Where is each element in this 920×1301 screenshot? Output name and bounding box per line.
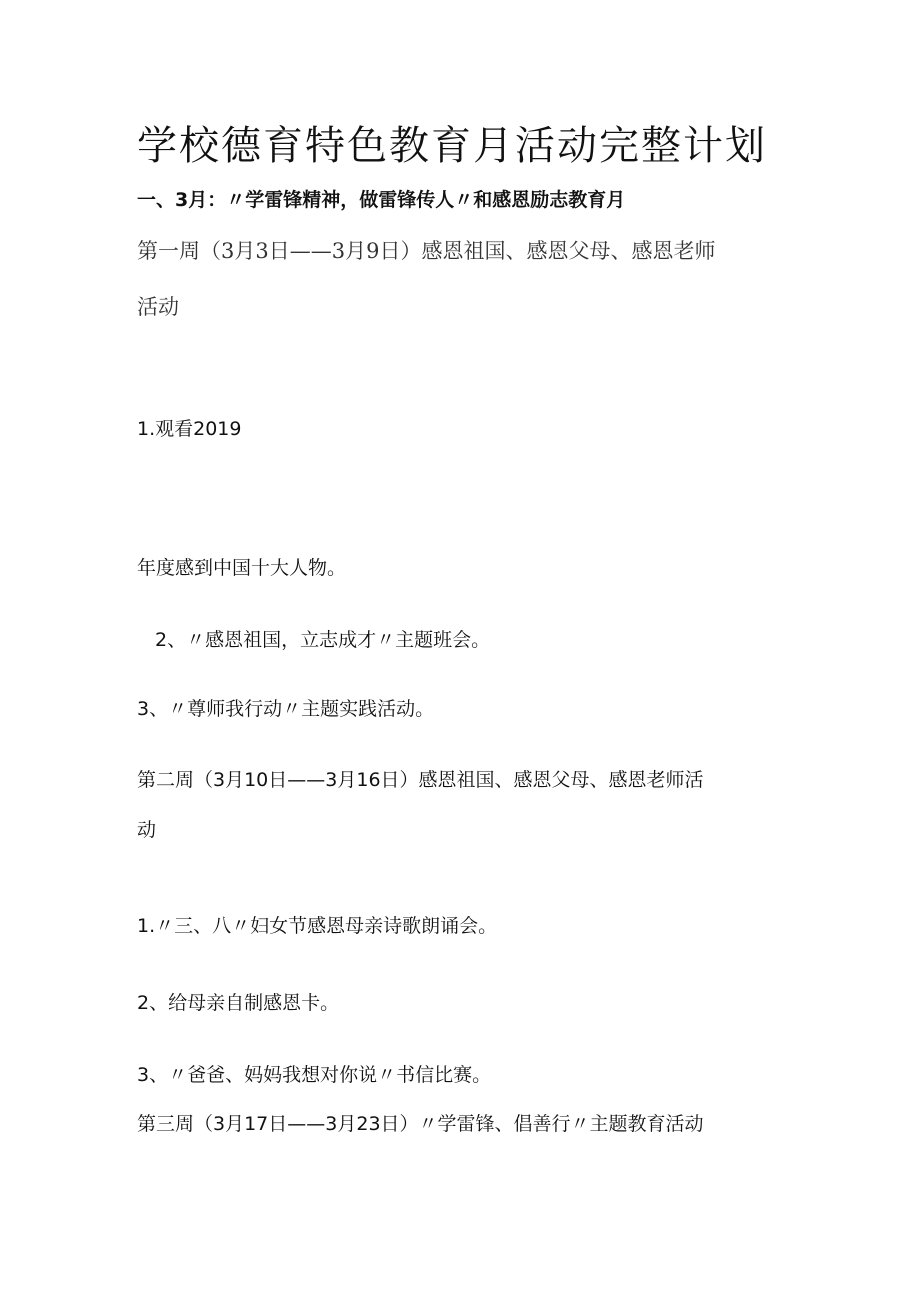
document-title: 学校德育特色教育月活动完整计划 xyxy=(137,123,767,169)
week2-heading-line1: 第二周（3月10日——3月16日）感恩祖国、感恩父母、感恩老师活 xyxy=(137,769,704,791)
week1-item3: 3、〃尊师我行动〃主题实践活动。 xyxy=(137,698,435,720)
section-heading-march: 一、3月：〃学雷锋精神，做雷锋传人〃和感恩励志教育月 xyxy=(137,189,626,211)
week2-item3: 3、〃爸爸、妈妈我想对你说〃书信比赛。 xyxy=(137,1064,492,1086)
week2-item1: 1.〃三、八〃妇女节感恩母亲诗歌朗诵会。 xyxy=(137,915,498,937)
week1-item1-part2: 年度感到中国十大人物。 xyxy=(137,557,347,579)
week2-item2: 2、给母亲自制感恩卡。 xyxy=(137,992,340,1014)
week1-heading-line2: 活动 xyxy=(137,295,179,319)
week1-item1-part1: 1.观看2019 xyxy=(137,418,242,440)
week1-heading-line1: 第一周（3月3日——3月9日）感恩祖国、感恩父母、感恩老师 xyxy=(137,239,716,263)
week3-heading: 第三周（3月17日——3月23日）〃学雷锋、倡善行〃主题教育活动 xyxy=(137,1113,704,1135)
week1-item2: 2、〃感恩祖国，立志成才〃主题班会。 xyxy=(155,629,491,651)
week2-heading-line2: 动 xyxy=(137,819,157,841)
